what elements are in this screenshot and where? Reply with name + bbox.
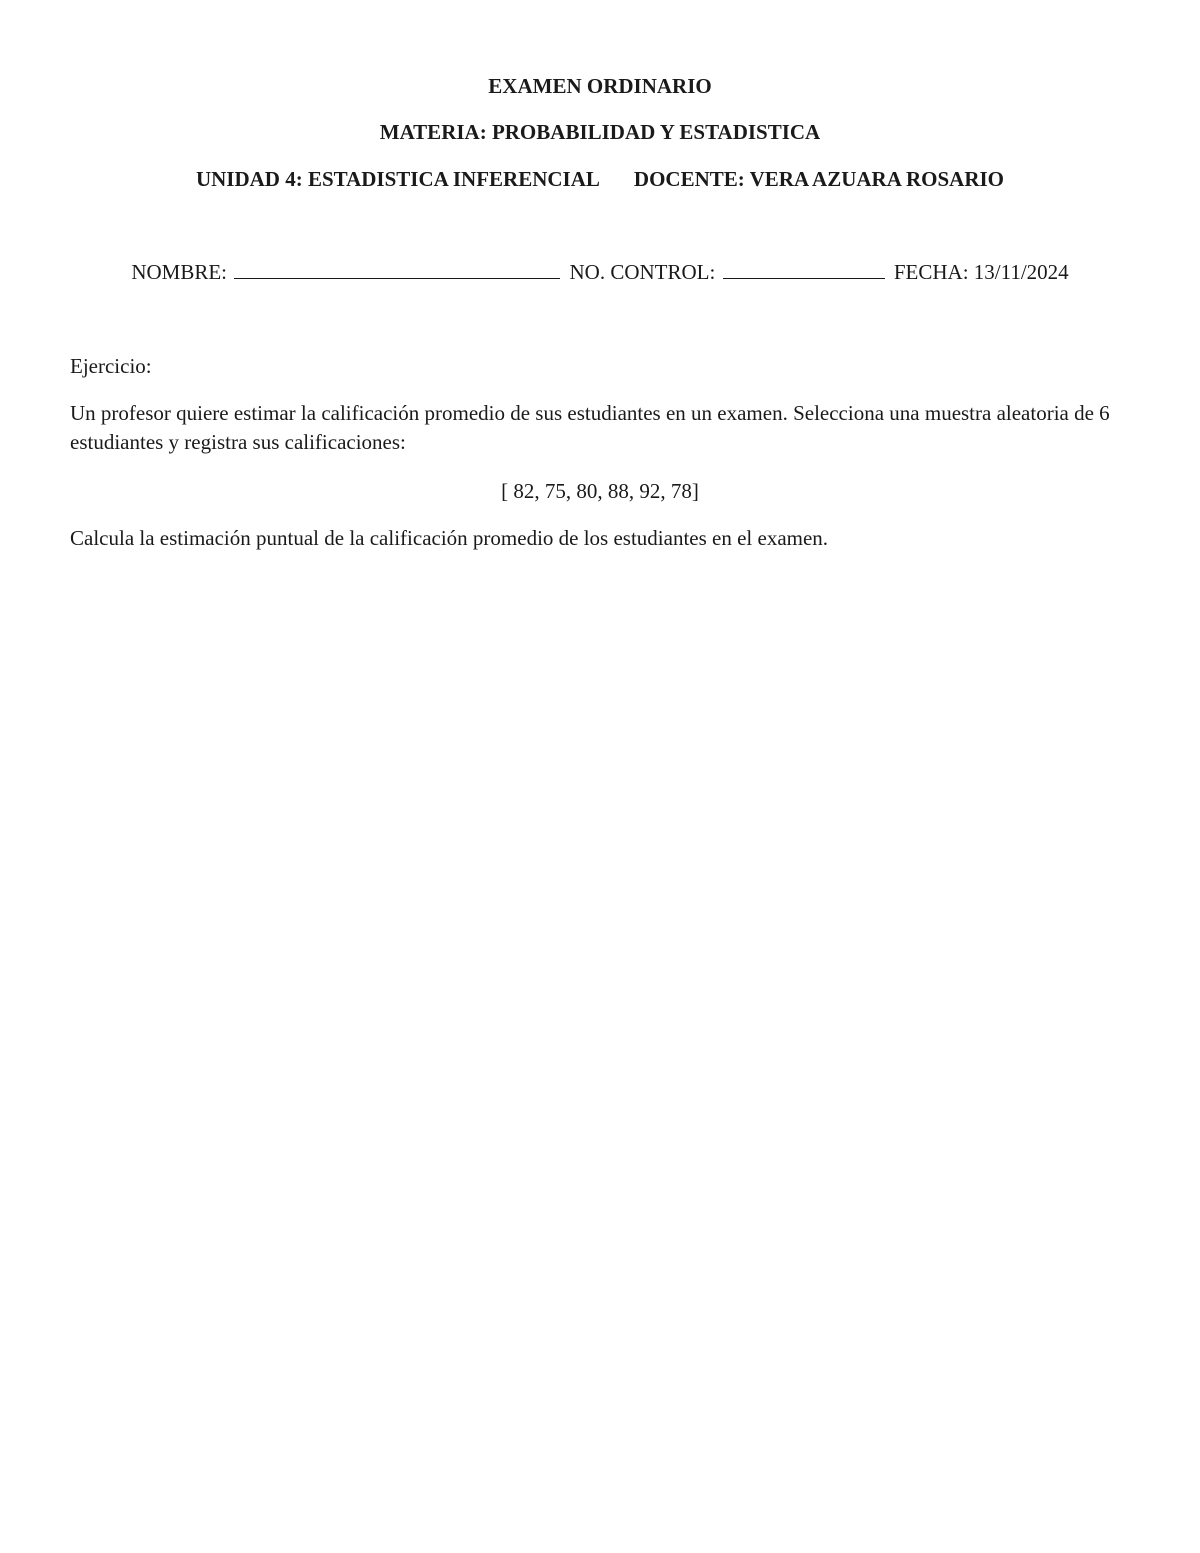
unit-label: UNIDAD 4: ESTADISTICA INFERENCIAL [195,167,600,191]
problem-statement: Un profesor quiere estimar la calificación promedio de sus estudiantes en un examen. Selecciona una muestra aleatoria de 6 estudiantes y registra sus calificaciones: [70,401,1110,454]
subject-line: MATERIA: PROBABILIDAD Y ESTADISTICA [379,120,821,144]
student-fields-row [0,258,1200,286]
unit-teacher-row [0,166,1200,192]
exercise-label: Ejercicio: [70,354,152,378]
control-blank-line [723,260,885,279]
sample-data: [ 82, 75, 80, 88, 92, 78] [501,479,699,503]
date-label: FECHA: 13/11/2024 [893,260,1069,284]
control-label: NO. CONTROL: [569,260,716,284]
teacher-label: DOCENTE: VERA AZUARA ROSARIO [633,167,1005,191]
name-label: NOMBRE: [131,260,227,284]
exam-title: EXAMEN ORDINARIO [488,74,712,98]
name-blank-line [234,260,560,279]
exercise-question: Calcula la estimación puntual de la calificación promedio de los estudiantes en el examen. [70,526,829,550]
